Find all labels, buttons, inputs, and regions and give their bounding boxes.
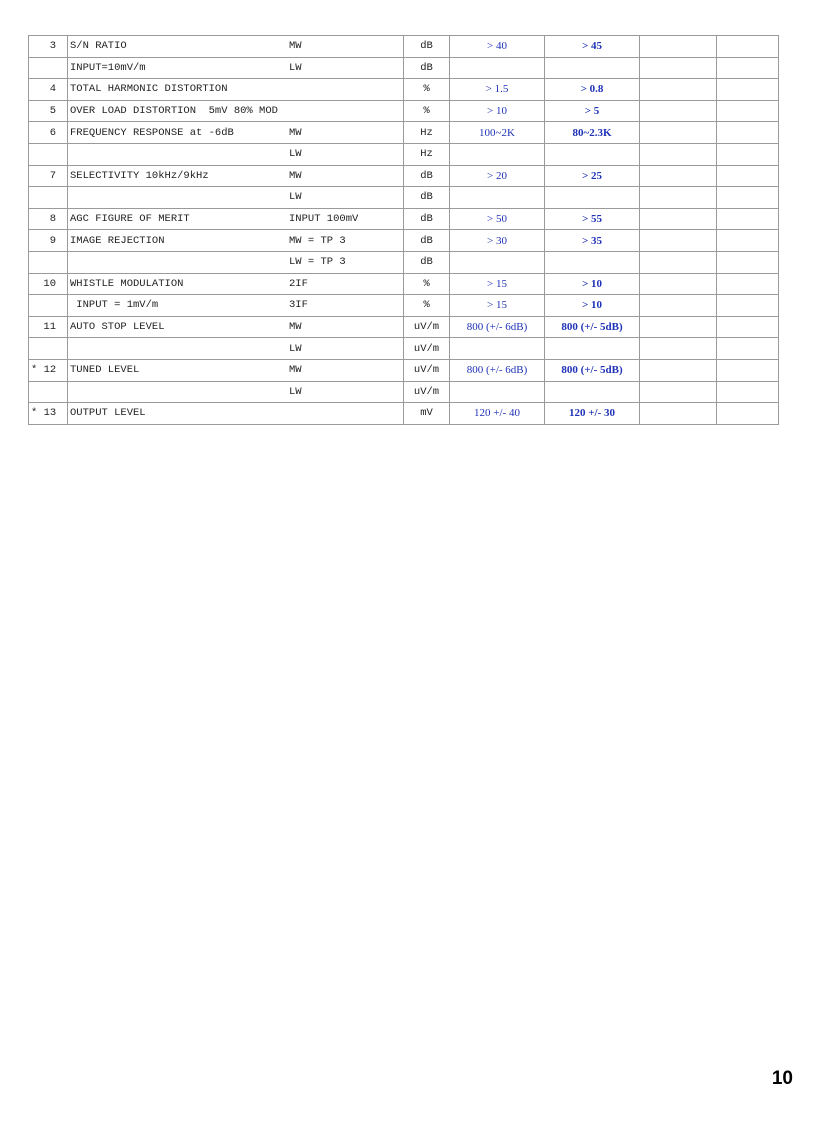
test-condition-cell: MW: [287, 359, 404, 381]
measured-value-cell: [545, 57, 640, 79]
spec-value-cell: 800 (+/- 6dB): [450, 359, 545, 381]
table-row: [29, 57, 779, 79]
blank-cell: [640, 143, 717, 165]
measured-value-cell: [545, 338, 640, 360]
unit-cell: %: [404, 100, 450, 122]
measured-value-cell: [545, 187, 640, 209]
test-condition-cell: MW: [287, 36, 404, 58]
unit-cell: dB: [404, 57, 450, 79]
item-number-cell: 10: [29, 273, 68, 295]
item-number-cell: 3: [29, 36, 68, 58]
measured-value-cell: [545, 381, 640, 403]
blank-cell: [717, 251, 779, 273]
blank-cell: [640, 122, 717, 144]
blank-cell: [717, 36, 779, 58]
blank-cell: [717, 100, 779, 122]
specification-table-body: [29, 36, 779, 425]
test-condition-cell: [287, 100, 404, 122]
blank-cell: [717, 122, 779, 144]
unit-cell: uV/m: [404, 359, 450, 381]
unit-cell: Hz: [404, 143, 450, 165]
blank-cell: [717, 273, 779, 295]
spec-value-cell: > 10: [450, 100, 545, 122]
measured-value-cell: 800 (+/- 5dB): [545, 316, 640, 338]
spec-value-cell: 120 +/- 40: [450, 403, 545, 425]
blank-cell: [640, 187, 717, 209]
test-condition-cell: LW: [287, 57, 404, 79]
blank-cell: [640, 165, 717, 187]
test-condition-cell: MW: [287, 165, 404, 187]
test-condition-cell: LW: [287, 381, 404, 403]
item-name-cell: OVER LOAD DISTORTION 5mV 80% MOD: [68, 100, 287, 122]
table-row: [29, 273, 779, 295]
blank-cell: [640, 230, 717, 252]
measured-value-cell: [545, 143, 640, 165]
item-name-cell: TUNED LEVEL: [68, 359, 287, 381]
item-number-cell: [29, 251, 68, 273]
table-row: [29, 359, 779, 381]
blank-cell: [640, 57, 717, 79]
measured-value-cell: 800 (+/- 5dB): [545, 359, 640, 381]
item-name-cell: [68, 338, 287, 360]
table-row: [29, 36, 779, 58]
unit-cell: dB: [404, 165, 450, 187]
item-name-cell: [68, 187, 287, 209]
unit-cell: dB: [404, 230, 450, 252]
item-name-cell: WHISTLE MODULATION: [68, 273, 287, 295]
spec-value-cell: > 20: [450, 165, 545, 187]
blank-cell: [717, 165, 779, 187]
spec-value-cell: [450, 381, 545, 403]
item-name-cell: [68, 251, 287, 273]
table-row: [29, 208, 779, 230]
measured-value-cell: > 35: [545, 230, 640, 252]
spec-value-cell: > 1.5: [450, 79, 545, 101]
measured-value-cell: 80~2.3K: [545, 122, 640, 144]
blank-cell: [717, 359, 779, 381]
table-row: [29, 122, 779, 144]
blank-cell: [640, 251, 717, 273]
measured-value-cell: > 25: [545, 165, 640, 187]
measured-value-cell: > 45: [545, 36, 640, 58]
measured-value-cell: > 10: [545, 273, 640, 295]
item-number-cell: [29, 143, 68, 165]
test-condition-cell: MW: [287, 316, 404, 338]
item-number-cell: 11: [29, 316, 68, 338]
item-name-cell: S/N RATIO: [68, 36, 287, 58]
spec-value-cell: > 30: [450, 230, 545, 252]
table-row: [29, 165, 779, 187]
blank-cell: [640, 273, 717, 295]
spec-value-cell: [450, 57, 545, 79]
item-name-cell: AGC FIGURE OF MERIT: [68, 208, 287, 230]
spec-value-cell: [450, 338, 545, 360]
table-row: [29, 230, 779, 252]
blank-cell: [640, 295, 717, 317]
item-number-cell: [29, 381, 68, 403]
blank-cell: [717, 208, 779, 230]
measured-value-cell: 120 +/- 30: [545, 403, 640, 425]
table-row: [29, 338, 779, 360]
spec-value-cell: > 50: [450, 208, 545, 230]
table-row: [29, 295, 779, 317]
test-condition-cell: MW = TP 3: [287, 230, 404, 252]
blank-cell: [717, 57, 779, 79]
blank-cell: [640, 381, 717, 403]
test-condition-cell: INPUT 100mV: [287, 208, 404, 230]
item-number-cell: 6: [29, 122, 68, 144]
spec-value-cell: > 40: [450, 36, 545, 58]
test-condition-cell: 3IF: [287, 295, 404, 317]
blank-cell: [717, 79, 779, 101]
item-name-cell: [68, 381, 287, 403]
blank-cell: [717, 403, 779, 425]
test-condition-cell: LW: [287, 143, 404, 165]
table-row: [29, 316, 779, 338]
spec-value-cell: [450, 143, 545, 165]
table-row: [29, 143, 779, 165]
spec-value-cell: > 15: [450, 295, 545, 317]
unit-cell: %: [404, 79, 450, 101]
unit-cell: Hz: [404, 122, 450, 144]
test-condition-cell: [287, 79, 404, 101]
item-number-cell: 5: [29, 100, 68, 122]
item-name-cell: OUTPUT LEVEL: [68, 403, 287, 425]
test-condition-cell: MW: [287, 122, 404, 144]
unit-cell: dB: [404, 187, 450, 209]
table-row: [29, 100, 779, 122]
item-number-cell: 7: [29, 165, 68, 187]
blank-cell: [717, 230, 779, 252]
item-number-cell: [29, 57, 68, 79]
measured-value-cell: > 5: [545, 100, 640, 122]
blank-cell: [640, 36, 717, 58]
spec-value-cell: 100~2K: [450, 122, 545, 144]
test-condition-cell: [287, 403, 404, 425]
blank-cell: [640, 403, 717, 425]
spec-value-cell: > 15: [450, 273, 545, 295]
spec-value-cell: 800 (+/- 6dB): [450, 316, 545, 338]
table-row: [29, 403, 779, 425]
blank-cell: [640, 100, 717, 122]
blank-cell: [640, 208, 717, 230]
test-condition-cell: LW: [287, 187, 404, 209]
unit-cell: uV/m: [404, 338, 450, 360]
item-number-cell: [29, 338, 68, 360]
specification-table: [28, 35, 779, 425]
item-number-cell: 8: [29, 208, 68, 230]
blank-cell: [640, 316, 717, 338]
unit-cell: dB: [404, 208, 450, 230]
unit-cell: %: [404, 273, 450, 295]
blank-cell: [640, 359, 717, 381]
unit-cell: %: [404, 295, 450, 317]
unit-cell: dB: [404, 36, 450, 58]
unit-cell: dB: [404, 251, 450, 273]
item-number-cell: * 12: [29, 359, 68, 381]
blank-cell: [717, 143, 779, 165]
item-name-cell: INPUT = 1mV/m: [68, 295, 287, 317]
item-name-cell: SELECTIVITY 10kHz/9kHz: [68, 165, 287, 187]
spec-value-cell: [450, 251, 545, 273]
blank-cell: [717, 295, 779, 317]
blank-cell: [640, 79, 717, 101]
blank-cell: [717, 338, 779, 360]
item-name-cell: AUTO STOP LEVEL: [68, 316, 287, 338]
blank-cell: [640, 338, 717, 360]
measured-value-cell: > 55: [545, 208, 640, 230]
test-condition-cell: LW: [287, 338, 404, 360]
measured-value-cell: [545, 251, 640, 273]
item-name-cell: TOTAL HARMONIC DISTORTION: [68, 79, 287, 101]
item-name-cell: IMAGE REJECTION: [68, 230, 287, 252]
page-number: 10: [771, 1068, 793, 1089]
test-condition-cell: LW = TP 3: [287, 251, 404, 273]
blank-cell: [717, 316, 779, 338]
item-name-cell: INPUT=10mV/m: [68, 57, 287, 79]
table-row: [29, 79, 779, 101]
item-number-cell: [29, 187, 68, 209]
unit-cell: uV/m: [404, 381, 450, 403]
item-name-cell: [68, 143, 287, 165]
blank-cell: [717, 381, 779, 403]
table-row: [29, 187, 779, 209]
test-condition-cell: 2IF: [287, 273, 404, 295]
spec-value-cell: [450, 187, 545, 209]
item-number-cell: 4: [29, 79, 68, 101]
item-number-cell: 9: [29, 230, 68, 252]
item-number-cell: * 13: [29, 403, 68, 425]
table-row: [29, 251, 779, 273]
unit-cell: mV: [404, 403, 450, 425]
item-name-cell: FREQUENCY RESPONSE at -6dB: [68, 122, 287, 144]
item-number-cell: [29, 295, 68, 317]
measured-value-cell: > 10: [545, 295, 640, 317]
blank-cell: [717, 187, 779, 209]
table-row: [29, 381, 779, 403]
unit-cell: uV/m: [404, 316, 450, 338]
measured-value-cell: > 0.8: [545, 79, 640, 101]
